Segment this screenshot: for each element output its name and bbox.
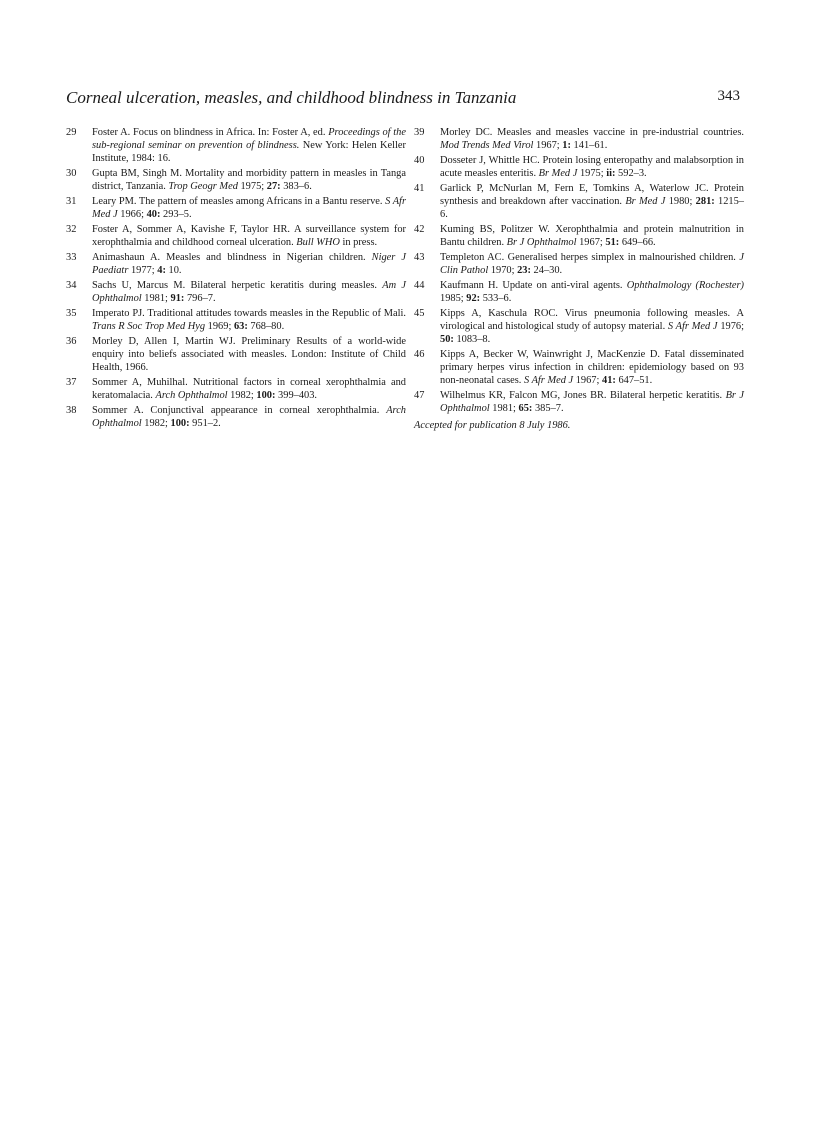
reference-pages: 10. [165, 265, 182, 276]
reference-text: Sommer A. Conjunctival appearance in corneal xerophthalmia. [92, 405, 387, 416]
reference-pages: 293–5. [160, 209, 192, 220]
reference-journal: Br J Ophthalmol [506, 237, 577, 248]
reference-year: 1981; [489, 403, 519, 414]
reference-journal: S Afr Med J [667, 321, 718, 332]
reference-text: Garlick P, McNurlan M, Fern E, Tomkins A, Waterlow JC. Protein synthesis and breakdown after vaccination. [440, 183, 744, 207]
reference-journal: Bull WHO [296, 237, 340, 248]
reference-volume: 51: [605, 237, 620, 248]
reference-year: in press. [339, 237, 378, 248]
reference-pages: 647–51. [615, 375, 653, 386]
reference-number: 30 [66, 168, 77, 179]
references-left-column [66, 126, 406, 432]
reference-item [414, 389, 744, 415]
reference-text: Imperato PJ. Traditional attitudes towards measles in the Republic of Mali. [92, 308, 406, 319]
reference-number: 34 [66, 280, 77, 291]
reference-item [414, 279, 744, 305]
reference-text: Sachs U, Marcus M. Bilateral herpetic keratitis during measles. [92, 280, 383, 291]
running-header [66, 88, 740, 110]
reference-pages: 592–3. [615, 168, 647, 179]
reference-number: 35 [66, 308, 77, 319]
reference-item [414, 348, 744, 387]
reference-volume: 41: [602, 375, 616, 386]
reference-pages: 951–2. [189, 418, 221, 429]
reference-item [414, 154, 744, 180]
reference-volume: 65: [518, 403, 533, 414]
reference-text: Kaufmann H. Update on anti-viral agents. [440, 280, 627, 291]
reference-journal: J Clin Pathol [440, 252, 744, 276]
reference-pages: 533–6. [480, 293, 512, 304]
reference-year: 1967; [576, 237, 606, 248]
reference-journal: Br Med J [538, 168, 578, 179]
reference-volume: 100: [170, 418, 190, 429]
reference-item [414, 182, 744, 221]
reference-volume: 281: [695, 196, 715, 207]
reference-year: New York: Helen Keller Institute, 1984: 16. [92, 140, 406, 164]
reference-year: 1967; [533, 140, 563, 151]
reference-year: 1975; [577, 168, 607, 179]
reference-text: Leary PM. The pattern of measles among Africans in a Bantu reserve. [92, 196, 386, 207]
running-title: Corneal ulceration, measles, and childhood blindness in Tanzania [66, 88, 517, 107]
reference-year: 1970; [488, 265, 518, 276]
reference-text: Foster A. Focus on blindness in Africa. In: Foster A, ed. [92, 127, 329, 138]
reference-year: 1966; [117, 209, 147, 220]
reference-item [414, 126, 744, 152]
reference-text: Kipps A, Becker W, Wainwright J, MacKenzie D. Fatal disseminated primary herpes virus infection in children: epidemiology based on 93 non-neonatal cases. [440, 349, 744, 386]
reference-year: 1981; [141, 293, 171, 304]
reference-item [414, 251, 744, 277]
reference-volume: 27: [266, 181, 281, 192]
page-number: 343 [717, 88, 740, 104]
reference-journal: Niger J Paediatr [92, 252, 406, 276]
reference-text: Foster A, Sommer A, Kavishe F, Taylor HR. A surveillance system for xerophthalmia and childhood corneal ulceration. [92, 224, 406, 248]
reference-pages: 399–403. [275, 390, 318, 401]
reference-journal: Trans R Soc Trop Med Hyg [92, 321, 206, 332]
accepted-note: Accepted for publication 8 July 1986. [414, 420, 571, 431]
reference-journal: S Afr Med J [92, 196, 406, 220]
reference-volume: 40: [146, 209, 161, 220]
reference-item [66, 279, 406, 305]
reference-number: 39 [414, 127, 425, 138]
reference-pages: 768–80. [247, 321, 285, 332]
reference-volume: 63: [233, 321, 248, 332]
reference-volume: 4: [157, 265, 166, 276]
reference-year: 1975; [237, 181, 267, 192]
reference-year: 1967; [573, 375, 602, 386]
reference-journal: Br J Ophthalmol [440, 390, 744, 414]
reference-item [414, 307, 744, 346]
reference-journal: Arch Ophthalmol [155, 390, 228, 401]
reference-journal: Am J Ophthalmol [92, 280, 406, 304]
reference-text: Dosseter J, Whittle HC. Protein losing enteropathy and malabsorption in acute measles enteritis. [440, 155, 744, 179]
reference-item [66, 195, 406, 221]
reference-pages: 385–7. [532, 403, 564, 414]
reference-pages: 649–66. [619, 237, 656, 248]
reference-text: Animashaun A. Measles and blindness in Nigerian children. [92, 252, 372, 263]
reference-number: 37 [66, 377, 77, 388]
reference-text: Morley D, Allen I, Martin WJ. Preliminary Results of a world-wide enquiry into beliefs associated with measles. London: Institute of Child Health, 1966. [92, 336, 406, 373]
reference-item [414, 223, 744, 249]
reference-volume: 1: [562, 140, 571, 151]
reference-item [66, 167, 406, 193]
reference-journal: Arch Ophthalmol [92, 405, 406, 429]
reference-volume: 23: [517, 265, 531, 276]
reference-number: 36 [66, 336, 77, 347]
reference-number: 38 [66, 405, 77, 416]
reference-number: 41 [414, 183, 425, 194]
reference-number: 32 [66, 224, 77, 235]
reference-pages: 383–6. [280, 181, 312, 192]
reference-number: 47 [414, 390, 425, 401]
reference-text: Kipps A, Kaschula ROC. Virus pneumonia following measles. A virological and histological study of autopsy material. [440, 308, 744, 332]
reference-item [66, 335, 406, 374]
reference-journal: Mod Trends Med Virol [440, 140, 534, 151]
references-right-column [414, 126, 744, 432]
reference-journal: Trop Geogr Med [168, 181, 238, 192]
reference-volume: 100: [256, 390, 276, 401]
reference-item [66, 126, 406, 165]
reference-number: 33 [66, 252, 77, 263]
reference-number: 31 [66, 196, 77, 207]
reference-text: Morley DC. Measles and measles vaccine in pre-industrial countries. [440, 127, 744, 138]
reference-year: 1982; [141, 418, 171, 429]
reference-volume: ii: [606, 168, 616, 179]
reference-number: 40 [414, 155, 425, 166]
reference-number: 29 [66, 127, 77, 138]
reference-number: 45 [414, 308, 425, 319]
reference-volume: 92: [466, 293, 481, 304]
reference-item [66, 251, 406, 277]
reference-volume: 91: [170, 293, 185, 304]
reference-year: 1977; [128, 265, 158, 276]
reference-pages: 24–30. [530, 265, 563, 276]
reference-pages: 1083–8. [453, 334, 491, 345]
reference-journal: Proceedings of the sub-regional seminar on prevention of blindness. [92, 127, 406, 151]
reference-number: 46 [414, 349, 425, 360]
reference-text: Kuming BS, Politzer W. Xerophthalmia and protein malnutrition in Bantu children. [440, 224, 744, 248]
reference-journal: S Afr Med J [523, 375, 574, 386]
reference-pages: 141–61. [570, 140, 608, 151]
reference-item [66, 376, 406, 402]
reference-number: 44 [414, 280, 425, 291]
reference-item [66, 223, 406, 249]
reference-text: Templeton AC. Generalised herpes simplex in malnourished children. [440, 252, 740, 263]
reference-year: 1969; [205, 321, 234, 332]
reference-text: Wilhelmus KR, Falcon MG, Jones BR. Bilateral herpetic keratitis. [440, 390, 726, 401]
reference-pages: 796–7. [184, 293, 216, 304]
reference-item [66, 307, 406, 333]
reference-journal: Ophthalmology (Rochester) [626, 280, 744, 291]
reference-text: Gupta BM, Singh M. Mortality and morbidity pattern in measles in Tanga district, Tanzania. [92, 168, 406, 192]
reference-year: 1976; [717, 321, 744, 332]
reference-number: 42 [414, 224, 425, 235]
reference-pages: 1215–6. [440, 196, 744, 220]
reference-year: 1982; [227, 390, 257, 401]
reference-text: Sommer A, Muhilhal. Nutritional factors in corneal xerophthalmia and keratomalacia. [92, 377, 406, 401]
reference-volume: 50: [440, 334, 454, 345]
reference-year: 1980; [665, 196, 696, 207]
reference-number: 43 [414, 252, 425, 263]
reference-year: 1985; [440, 293, 467, 304]
reference-journal: Br Med J [625, 196, 666, 207]
reference-item [66, 404, 406, 430]
